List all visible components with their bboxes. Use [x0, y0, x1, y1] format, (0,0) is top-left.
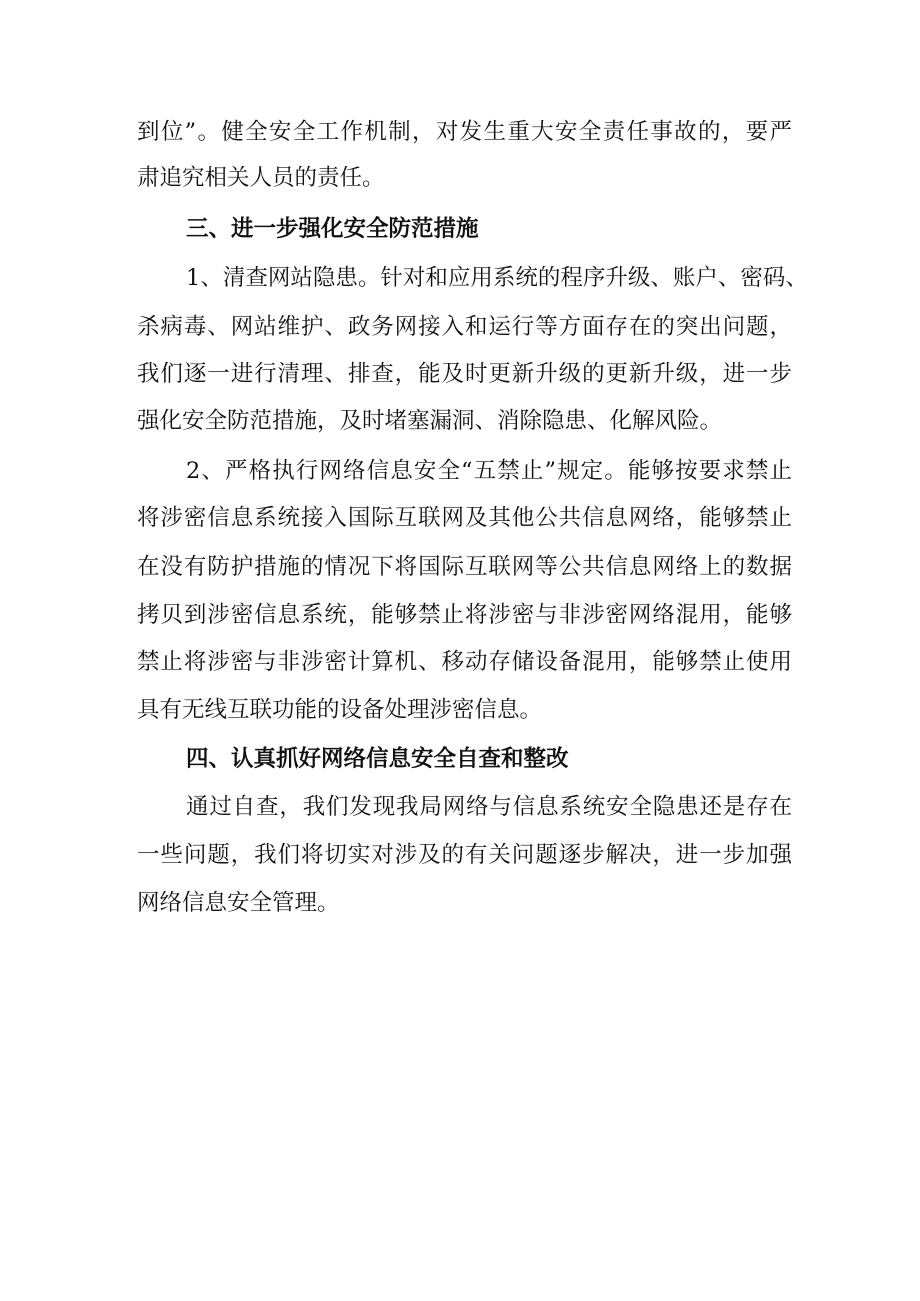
- paragraph-4-line-3: 网络信息安全管理。: [137, 890, 340, 916]
- section-heading-4: 四、认真抓好网络信息安全自查和整改: [186, 746, 569, 772]
- paragraph-3-line-6: 具有无线互联功能的设备处理涉密信息。: [137, 697, 543, 723]
- paragraph-1-line-1: 到位”。健全安全工作机制，对发生重大安全责任事故的，要严: [137, 119, 792, 145]
- paragraph-4-line-1: 通过自查，我们发现我局网络与信息系统安全隐患还是存在: [186, 794, 792, 820]
- paragraph-4-line-2: 一些问题，我们将切实对涉及的有关问题逐步解决，进一步加强: [137, 842, 792, 868]
- paragraph-3-line-1: 2、严格执行网络信息安全“五禁止”规定。能够按要求禁止: [186, 458, 792, 484]
- paragraph-2-line-1: 1、清查网站隐患。针对和应用系统的程序升级、账户、密码、: [186, 265, 808, 291]
- paragraph-2-line-4: 强化安全防范措施，及时堵塞漏洞、消除隐患、化解风险。: [137, 408, 723, 434]
- paragraph-2-line-2: 杀病毒、网站维护、政务网接入和运行等方面存在的突出问题，: [137, 314, 792, 340]
- paragraph-3-line-2: 将涉密信息系统接入国际互联网及其他公共信息网络，能够禁止: [137, 505, 792, 531]
- section-heading-3: 三、进一步强化安全防范措施: [186, 216, 479, 242]
- paragraph-3-line-5: 禁止将涉密与非涉密计算机、移动存储设备混用，能够禁止使用: [137, 649, 792, 675]
- paragraph-3-line-4: 拷贝到涉密信息系统，能够禁止将涉密与非涉密网络混用，能够: [137, 602, 792, 628]
- paragraph-3-line-3: 在没有防护措施的情况下将国际互联网等公共信息网络上的数据: [137, 554, 792, 580]
- paragraph-2-line-3: 我们逐一进行清理、排查，能及时更新升级的更新升级，进一步: [137, 361, 792, 387]
- paragraph-1-line-2: 肃追究相关人员的责任。: [137, 165, 385, 191]
